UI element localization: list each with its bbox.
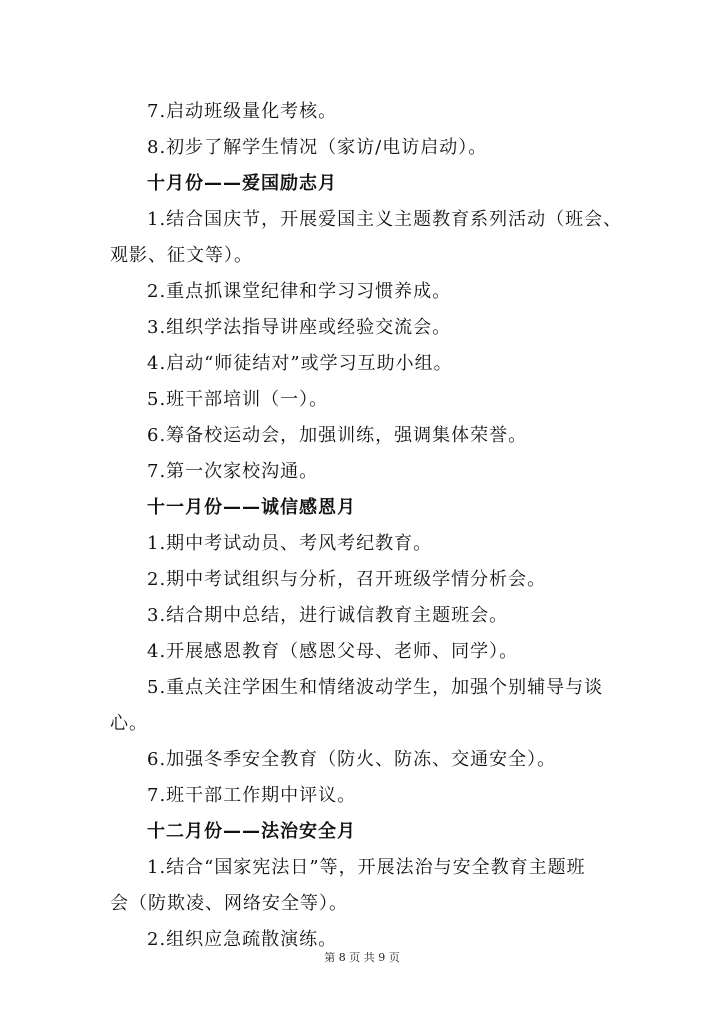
list-item: 2.期中考试组织与分析，召开班级学情分析会。 [147,569,547,590]
list-item-continuation: 心。 [110,713,148,734]
list-item: 7.启动班级量化考核。 [147,101,338,122]
section-heading-december: 十二月份——法治安全月 [147,821,356,842]
section-heading-october: 十月份——爱国励志月 [147,173,337,194]
list-item: 5.重点关注学困生和情绪波动学生，加强个别辅导与谈 [147,677,604,698]
page-footer: 第 8 页 共 9 页 [324,951,400,964]
list-item: 5.班干部培训（一）。 [147,389,329,410]
list-item: 8.初步了解学生情况（家访/电访启动）。 [147,137,488,158]
list-item: 3.组织学法指导讲座或经验交流会。 [147,317,452,338]
list-item: 7.第一次家校沟通。 [147,461,319,482]
list-item: 2.重点抓课堂纪律和学习习惯养成。 [147,281,452,302]
list-item: 4.开展感恩教育（感恩父母、老师、同学）。 [147,641,519,662]
list-item: 1.期中考试动员、考风考纪教育。 [147,533,433,554]
list-item: 2.组织应急疏散演练。 [147,929,338,950]
list-item: 6.加强冬季安全教育（防火、防冻、交通安全）。 [147,749,557,770]
list-item-continuation: 会（防欺凌、网络安全等）。 [110,893,348,914]
document-body [110,94,626,958]
list-item: 4.启动“师徒结对”或学习互助小组。 [147,353,453,374]
list-item: 1.结合国庆节，开展爱国主义主题教育系列活动（班会、 [147,209,623,230]
list-item: 7.班干部工作期中评议。 [147,785,357,806]
section-heading-november: 十一月份——诚信感恩月 [147,497,356,518]
list-item: 3.结合期中总结，进行诚信教育主题班会。 [147,605,509,626]
list-item-continuation: 观影、征文等）。 [110,245,253,266]
list-item: 6.筹备校运动会，加强训练，强调集体荣誉。 [147,425,528,446]
list-item: 1.结合“国家宪法日”等，开展法治与安全教育主题班 [147,857,586,878]
